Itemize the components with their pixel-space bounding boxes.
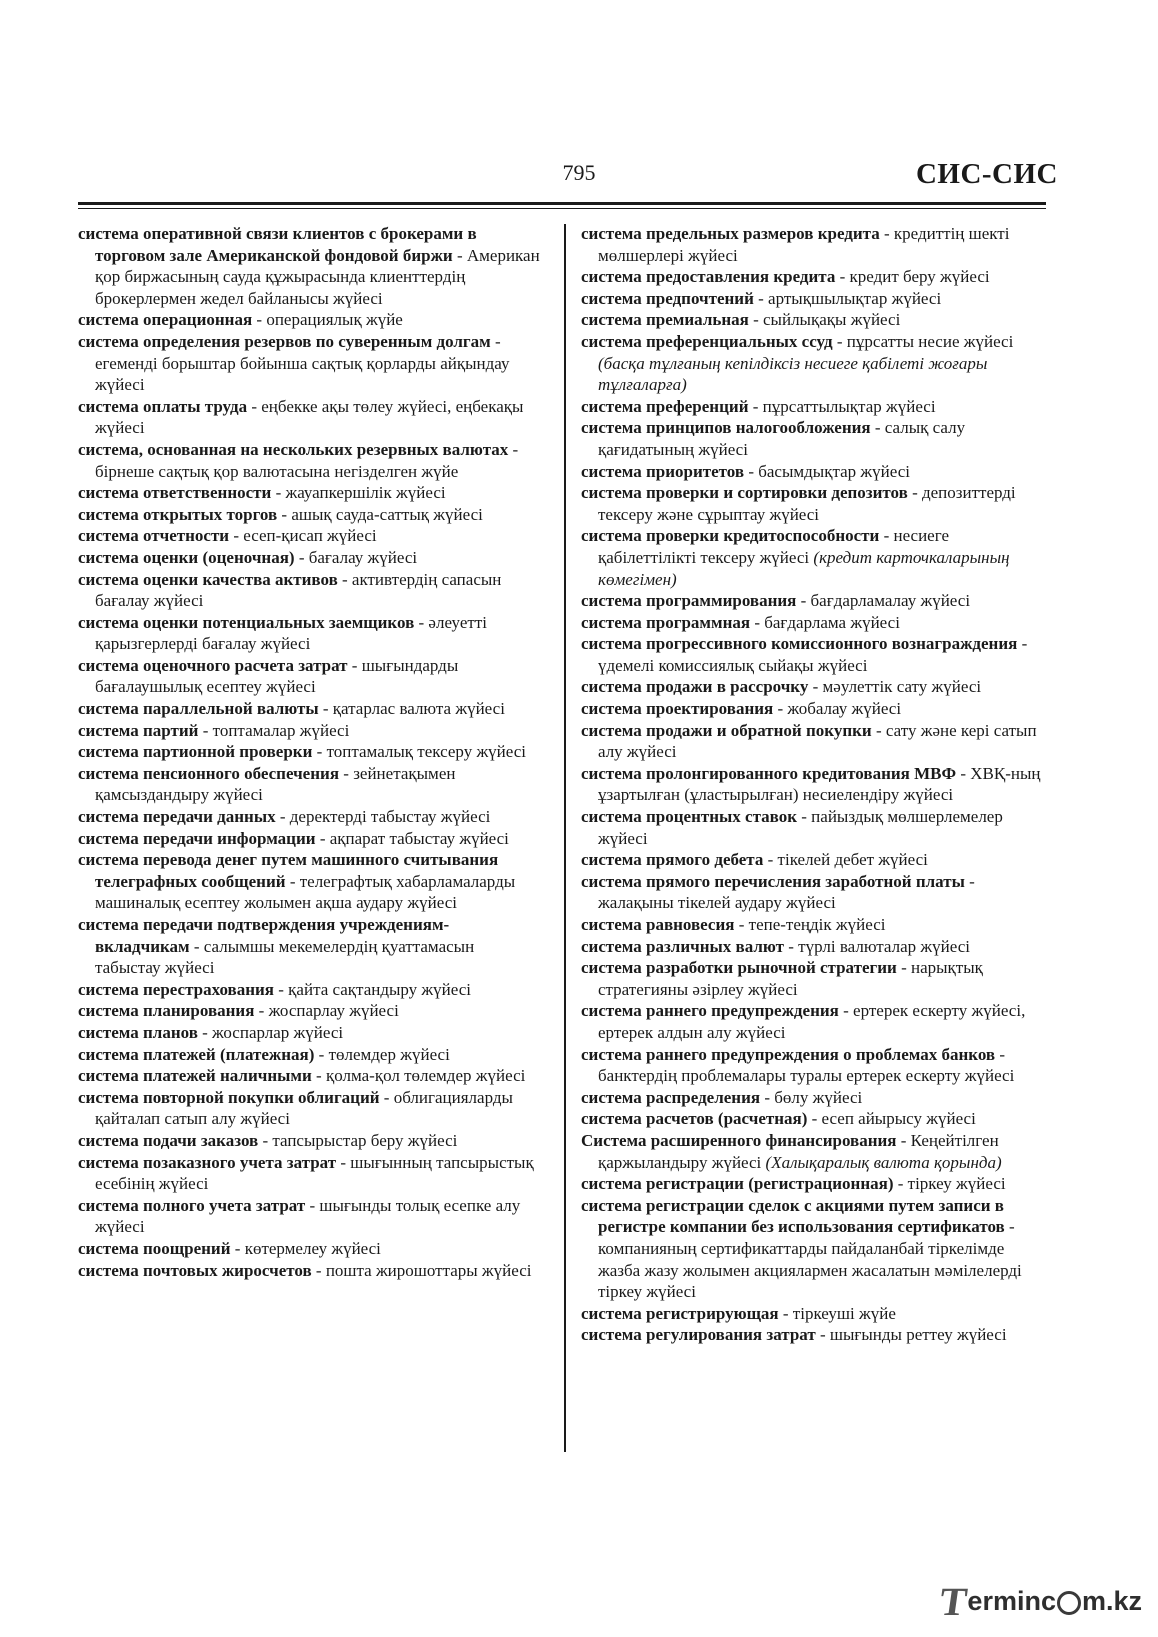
entry-definition: - тепе-теңдік жүйесі (734, 915, 886, 934)
dictionary-entry (581, 1108, 1043, 1130)
entry-definition: - қолма-қол төлемдер жүйесі (311, 1066, 526, 1086)
dictionary-entry (581, 871, 1043, 914)
entry-term: система различных валют (581, 936, 785, 956)
dictionary-entry (581, 957, 1043, 1000)
dictionary-entry (581, 1195, 1043, 1303)
entry-term: система принципов налогообложения (581, 418, 871, 438)
dictionary-entry (581, 525, 1043, 590)
entry-definition: - несиеге қабілеттілікті тексеру жүйесі (598, 526, 950, 567)
dictionary-entry (78, 1238, 540, 1260)
dictionary-entry (78, 396, 540, 439)
entry-definition: - Кеңейтілген қаржыландыру жүйесі (598, 1130, 999, 1172)
entry-definition: - жоспарлау жүйесі (254, 1001, 399, 1021)
dictionary-entry (581, 1044, 1043, 1087)
entry-definition: - пұрсаттылықтар жүйесі (748, 396, 936, 416)
dictionary-entry (78, 482, 540, 504)
entry-definition: - тіркеу жүйесі (893, 1174, 1006, 1194)
entry-note: (басқа тұлғаның кепілдіксіз несиеге қабілеті жоғары тұлғаларға) (598, 353, 988, 395)
entry-term: система оценки потенциальных заемщиков (78, 612, 415, 632)
entry-definition: - деректерді табыстау жүйесі (275, 807, 491, 827)
entry-term: система продажи и обратной покупки (581, 720, 872, 740)
entry-term: система определения резервов по суверенным долгам (78, 331, 491, 351)
entry-definition: - пошта жирошоттары жүйесі (311, 1260, 532, 1280)
entry-definition: - депозиттерді тексеру және сұрыптау жүйесі (598, 483, 1016, 524)
dictionary-entry (78, 309, 540, 331)
dictionary-entry (581, 1324, 1043, 1346)
entry-definition: - қайта сақтандыру жүйесі (274, 979, 472, 999)
dictionary-entry (581, 288, 1043, 310)
dictionary-entry (78, 1260, 540, 1282)
dictionary-entry (78, 1000, 540, 1022)
dictionary-entry (78, 720, 540, 742)
entry-definition: - қатарлас валюта жүйесі (318, 699, 505, 719)
entry-term: система пенсионного обеспечения (78, 763, 340, 783)
watermark-initial: T (936, 1578, 970, 1624)
entry-definition: - есеп айырысу жүйесі (807, 1109, 976, 1129)
entry-note: (Халықаралық валюта қорында) (765, 1152, 1002, 1172)
entry-definition: - салымшы мекемелердің қуаттамасын табыстау жүйесі (95, 936, 475, 978)
entry-term: система передачи подтверждения учреждениям-вкладчикам (78, 915, 450, 956)
entry-definition: - егеменді борыштар бойынша сақтық қорларды айқындау жүйесі (95, 331, 510, 395)
dictionary-entry (581, 763, 1043, 806)
entry-term: система позаказного учета затрат (78, 1152, 337, 1172)
entry-term: система партий (78, 720, 199, 740)
entry-definition: - әлеуетті қарызгерлерді бағалау жүйесі (95, 612, 487, 654)
entry-definition: - бөлу жүйесі (760, 1087, 863, 1107)
dictionary-entry (78, 806, 540, 828)
entry-term: система проектирования (581, 699, 774, 719)
entry-term: система полного учета затрат (78, 1195, 306, 1215)
entry-definition: - топтамалар жүйесі (198, 720, 350, 740)
entry-term: система предоставления кредита (581, 267, 836, 287)
entry-term: система преференциальных ссуд (581, 331, 833, 351)
entry-definition: - кредиттің шекті мөлшерлері жүйесі (598, 224, 1010, 265)
entry-term: система пролонгированного кредитования МВФ (581, 763, 957, 783)
entry-term: система оценки (оценочная) (78, 547, 295, 567)
entry-definition: - кредит беру жүйесі (835, 267, 990, 287)
entry-definition: - телеграфтық хабарламаларды машиналық есептеу жолымен ақша аудару жүйесі (95, 871, 516, 913)
entry-term: система раннего предупреждения о проблемах банков (581, 1044, 996, 1064)
entry-definition: - көтермелеу жүйесі (230, 1238, 381, 1258)
entry-term: система перестрахования (78, 979, 274, 999)
entry-term: система оплаты труда (78, 396, 248, 416)
entry-definition: - зейнетақымен қамсыздандыру жүйесі (95, 763, 456, 805)
dictionary-entry (78, 1087, 540, 1130)
dictionary-entry (78, 763, 540, 806)
entry-term: система проверки кредитоспособности (581, 526, 880, 546)
entry-term: система повторной покупки облигаций (78, 1087, 380, 1107)
entry-definition: - салық салу қағидатының жүйесі (598, 418, 966, 459)
entry-definition: - есеп-қисап жүйесі (229, 526, 377, 546)
dictionary-entry (78, 569, 540, 612)
dictionary-entry (78, 1022, 540, 1044)
dictionary-entry (581, 482, 1043, 525)
entry-definition: - пұрсатты несие жүйесі (832, 331, 1014, 351)
entry-term: система расчетов (расчетная) (581, 1109, 808, 1129)
entry-term: система передачи данных (78, 807, 276, 827)
entry-term: система оперативной связи клиентов с брокерами в торговом зале Американской фондовой биржи (78, 224, 477, 265)
dictionary-entry (581, 1303, 1043, 1325)
dictionary-entry (581, 1173, 1043, 1195)
entry-term: система регистрации (регистрационная) (581, 1174, 894, 1194)
entry-definition: - тапсырыстар беру жүйесі (258, 1130, 458, 1150)
entry-definition: - ертерек ескерту жүйесі, ертерек алдын алу жүйесі (598, 1001, 1026, 1042)
dictionary-entry (581, 461, 1043, 483)
watermark-text-end: m.kz (1081, 1585, 1142, 1616)
dictionary-entry (581, 590, 1043, 612)
dictionary-entry (581, 698, 1043, 720)
entry-definition: - ашық сауда-саттық жүйесі (277, 504, 483, 524)
dictionary-entry (78, 849, 540, 914)
entry-term: система преференций (581, 396, 749, 416)
entry-term: система регулирования затрат (581, 1325, 816, 1345)
entry-term: система программирования (581, 591, 797, 611)
entry-definition: - пайыздық мөлшерлемелер жүйесі (598, 807, 1003, 848)
dictionary-entry (78, 1044, 540, 1066)
entry-definition: - бірнеше сақтық қор валютасына негізделген жүйе (95, 439, 519, 481)
entry-term: система прогрессивного комиссионного вознаграждения (581, 634, 1018, 654)
entry-definition: - компанияның сертификаттарды пайдаланбай тіркелімде жазба жазу жолымен акциялармен жасалатын мәмілелерді тіркеу жүйесі (598, 1217, 1022, 1302)
entry-term: система отчетности (78, 526, 230, 546)
dictionary-entry (78, 331, 540, 396)
entry-definition: - шығынның тапсырыстық есебінің жүйесі (95, 1152, 534, 1194)
entry-term: система открытых торгов (78, 504, 278, 524)
entry-definition: - нарықтық стратегияны әзірлеу жүйесі (598, 958, 983, 999)
entry-term: система оценочного расчета затрат (78, 655, 348, 675)
entry-definition: - түрлі валюталар жүйесі (784, 936, 970, 956)
dictionary-entry (78, 547, 540, 569)
entry-definition: - шығындарды бағалаушылық есептеу жүйесі (95, 655, 459, 697)
entry-definition: - Американ қор биржасының сауда құжырасында клиенттердің брокерлермен жедел байланысы жүйесі (95, 245, 540, 308)
dictionary-entry (78, 525, 540, 547)
entry-definition: - жауапкершілік жүйесі (271, 483, 446, 503)
running-head: СИС-СИС (915, 158, 1058, 190)
entry-term: система предпочтений (581, 288, 754, 308)
entry-definition: - артықшылықтар жүйесі (753, 288, 942, 308)
dictionary-entry (78, 914, 540, 979)
entry-term: система премиальная (581, 310, 749, 330)
entry-definition: - топтамалық тексеру жүйесі (312, 742, 527, 762)
entry-term: система проверки и сортировки депозитов (581, 483, 908, 503)
dictionary-entry (78, 655, 540, 698)
entry-term: система почтовых жиросчетов (78, 1260, 312, 1280)
page-number: 795 (562, 160, 596, 185)
entry-term: система поощрений (78, 1238, 231, 1258)
entry-definition: - облигацияларды қайталап сатып алу жүйесі (95, 1087, 513, 1129)
dictionary-entry (581, 417, 1043, 460)
entry-term: система программная (581, 612, 751, 632)
entry-term: система планирования (78, 1001, 255, 1021)
globe-icon (1057, 1591, 1081, 1615)
entry-term: система подачи заказов (78, 1130, 259, 1150)
entry-term: система предельных размеров кредита (581, 224, 880, 243)
entry-definition: - жоспарлар жүйесі (197, 1022, 344, 1042)
dictionary-entry (78, 504, 540, 526)
entry-term: система платежей наличными (78, 1066, 312, 1086)
entry-definition: - шығынды реттеу жүйесі (815, 1325, 1007, 1345)
header-rule-thin (78, 208, 1046, 209)
dictionary-entry (581, 266, 1043, 288)
dictionary-entry (581, 331, 1043, 396)
dictionary-entry (581, 720, 1043, 763)
dictionary-entry (581, 612, 1043, 634)
entry-definition: - тікелей дебет жүйесі (763, 850, 928, 870)
entry-term: система партионной проверки (78, 742, 313, 762)
dictionary-entry (581, 849, 1043, 871)
dictionary-entry (581, 309, 1043, 331)
entry-definition: - мәулеттік сату жүйесі (808, 677, 982, 697)
entry-term: система передачи информации (78, 828, 316, 848)
entry-definition: - активтердің сапасын бағалау жүйесі (95, 569, 502, 611)
dictionary-entry (581, 1087, 1043, 1109)
entry-term: система, основанная на нескольких резервных валютах (78, 439, 509, 459)
dictionary-entry (78, 979, 540, 1001)
entry-definition: - бағдарлама жүйесі (750, 612, 900, 632)
entry-term: система прямого перечисления заработной платы (581, 871, 965, 891)
dictionary-entry (581, 914, 1043, 936)
watermark-text-start: erminc (967, 1585, 1056, 1616)
entry-term: система распределения (581, 1087, 761, 1107)
entry-term: система продажи в рассрочку (581, 677, 809, 697)
entry-definition: - бағдарламалау жүйесі (796, 591, 971, 611)
entry-term: система платежей (платежная) (78, 1044, 315, 1064)
left-column (78, 223, 540, 1281)
dictionary-entry (78, 741, 540, 763)
entry-term: система равновесия (581, 915, 735, 934)
entry-term: система процентных ставок (581, 807, 798, 827)
entry-definition: - төлемдер жүйесі (314, 1044, 450, 1064)
entry-definition: - басымдықтар жүйесі (744, 461, 911, 481)
entry-definition: - банктердің проблемалары туралы ертерек ескерту жүйесі (598, 1044, 1015, 1086)
dictionary-entry (78, 1152, 540, 1195)
dictionary-entry (581, 223, 1043, 266)
termincom-watermark (936, 1578, 1142, 1624)
dictionary-entry (581, 1000, 1043, 1043)
entry-term: система раннего предупреждения (581, 1001, 839, 1021)
entry-term: система ответственности (78, 483, 272, 503)
header-rule-thick (78, 202, 1046, 205)
entry-term: система параллельной валюты (78, 699, 319, 719)
entry-definition: - операциялық жүйе (252, 310, 403, 330)
entry-definition: - ХВҚ-ның ұзартылған (ұластырылған) несиелендіру жүйесі (598, 763, 1041, 805)
entry-definition: - үдемелі комиссиялық сыйақы жүйесі (598, 634, 1028, 675)
dictionary-entry (581, 676, 1043, 698)
entry-term: Система расширенного финансирования (581, 1130, 897, 1150)
dictionary-entry (581, 633, 1043, 676)
dictionary-entry (78, 1065, 540, 1087)
column-divider (564, 224, 566, 1452)
entry-note: (кредит карточкаларының көмегімен) (598, 547, 1010, 589)
entry-term: система разработки рыночной стратегии (581, 958, 897, 978)
entry-term: система операционная (78, 310, 253, 330)
right-column (581, 223, 1043, 1346)
dictionary-entry (78, 1195, 540, 1238)
entry-term: система приоритетов (581, 461, 745, 481)
entry-definition: - сату және кері сатып алу жүйесі (598, 720, 1037, 762)
dictionary-entry (78, 828, 540, 850)
dictionary-entry (78, 612, 540, 655)
entry-definition: - шығынды толық есепке алу жүйесі (95, 1195, 521, 1237)
entry-definition: - жалақыны тікелей аудару жүйесі (598, 871, 975, 913)
dictionary-entry (581, 936, 1043, 958)
entry-definition: - жобалау жүйесі (773, 699, 902, 719)
dictionary-entry (581, 806, 1043, 849)
entry-term: система регистрации сделок с акциями путем записи в регистре компании без использования сертификатов (581, 1195, 1005, 1237)
entry-term: система планов (78, 1022, 198, 1042)
dictionary-entry (78, 223, 540, 309)
entry-definition: - тіркеуші жүйе (778, 1303, 896, 1323)
entry-definition: - сыйлықақы жүйесі (748, 310, 901, 330)
dictionary-entry (581, 1130, 1043, 1173)
entry-term: система прямого дебета (581, 850, 764, 870)
entry-term: система оценки качества активов (78, 569, 338, 589)
entry-definition: - ақпарат табыстау жүйесі (315, 828, 509, 848)
dictionary-entry (78, 439, 540, 482)
entry-term: система регистрирующая (581, 1303, 779, 1323)
dictionary-entry (78, 698, 540, 720)
entry-definition: - еңбекке ақы төлеу жүйесі, еңбекақы жүйесі (95, 396, 524, 438)
entry-definition: - бағалау жүйесі (294, 547, 418, 567)
entry-term: система перевода денег путем машинного считывания телеграфных сообщений (78, 850, 499, 891)
dictionary-entry (581, 396, 1043, 418)
dictionary-entry (78, 1130, 540, 1152)
